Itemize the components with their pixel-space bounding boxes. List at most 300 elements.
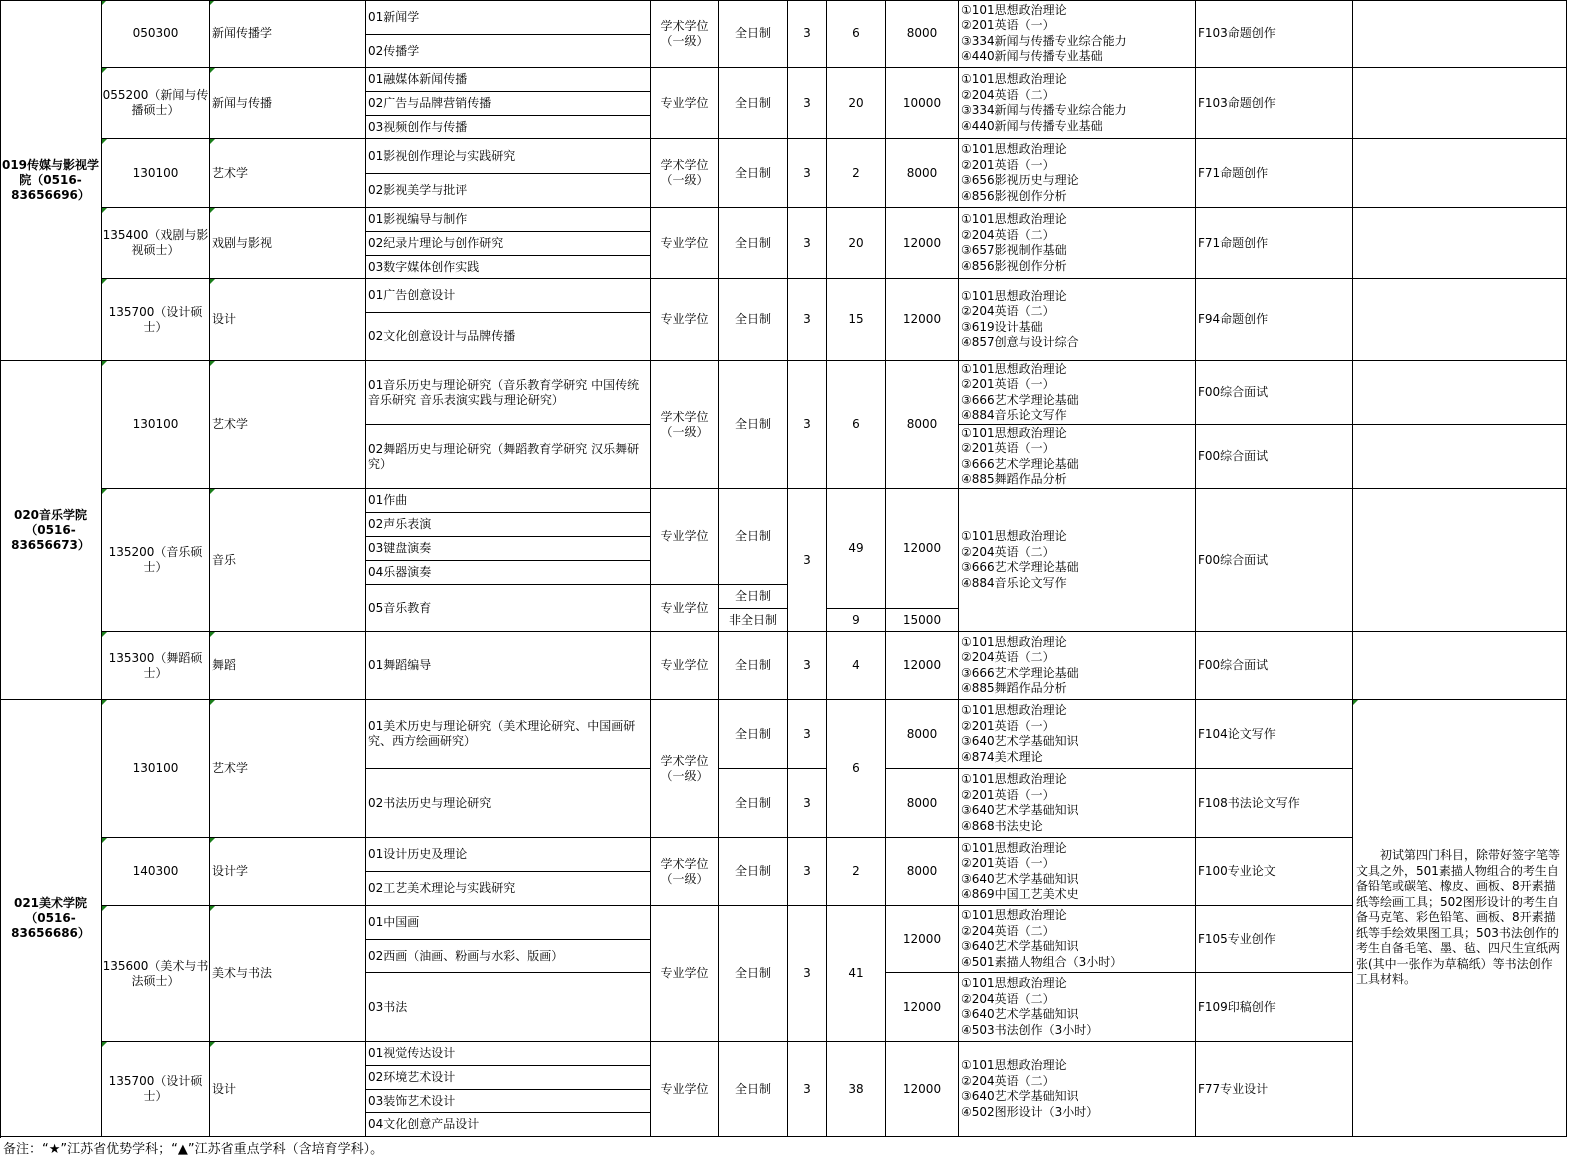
exam-subject: ②204英语（二） — [961, 991, 1055, 1006]
research-direction — [366, 872, 651, 906]
program-name — [210, 906, 366, 1042]
remark-cell — [1353, 279, 1567, 361]
tuition-fee — [886, 906, 959, 973]
research-direction — [366, 279, 651, 313]
enrollment-quota — [827, 68, 886, 139]
program-name-text: 艺术学 — [212, 165, 249, 180]
retest-subject — [1196, 139, 1353, 208]
research-direction-text: 05音乐教育 — [368, 600, 432, 615]
degree-type-text: 专业学位 — [660, 529, 709, 543]
enrollment-quota — [827, 906, 886, 1042]
exam-subjects — [959, 1042, 1196, 1137]
study-mode — [719, 838, 788, 906]
degree-type — [651, 838, 719, 906]
research-direction — [366, 769, 651, 838]
program-code-text: 135600（美术与书法硕士） — [102, 958, 209, 988]
study-years — [788, 139, 827, 208]
study-years-text: 3 — [803, 95, 811, 110]
study-mode — [719, 609, 788, 632]
research-direction — [366, 139, 651, 174]
degree-type-text: 专业学位 — [660, 312, 709, 326]
exam-subject: ③666艺术学理论基础 — [961, 665, 1079, 680]
retest-subject-text: F71命题创作 — [1198, 165, 1269, 180]
degree-type-text: 学术学位（一级） — [660, 753, 709, 783]
program-code-text: 135400（戏剧与影视硕士） — [102, 228, 209, 257]
research-direction-text: 01舞蹈编导 — [368, 658, 432, 672]
tuition-fee-text: 12000 — [902, 541, 942, 555]
study-mode-text: 全日制 — [734, 235, 771, 250]
degree-type — [651, 1042, 719, 1137]
research-direction-text: 02广告与品牌营销传播 — [368, 96, 492, 110]
study-mode-text: 全日制 — [734, 658, 771, 672]
research-direction — [366, 489, 651, 513]
program-code-text: 130100 — [132, 417, 179, 431]
enrollment-quota-text: 2 — [852, 165, 860, 180]
exam-subject: ①101思想政治理论 — [961, 976, 1067, 990]
remark-cell — [1353, 139, 1567, 208]
tuition-fee-text: 8000 — [906, 165, 938, 180]
degree-type — [651, 68, 719, 139]
program-name — [210, 208, 366, 279]
retest-subject-text: F104论文写作 — [1198, 726, 1276, 741]
study-years — [788, 838, 827, 906]
tuition-fee — [886, 838, 959, 906]
remark-cell — [1353, 425, 1567, 489]
research-direction — [366, 513, 651, 537]
program-code — [102, 1042, 210, 1137]
remark-art-text: 初试第四门科目，除带好签字笔等文具之外，501素描人物组合的考生自备铅笔或碳笔、橡皮、画板、8开素描纸等绘画工具；502图形设计的考生自备马克笔、彩色铅笔、画板、8开素描纸等手绘效果图工具；503书法创作的考生自备毛笔、墨、毡、四尺生宣纸两张(其中一张作为草稿纸）等书法创作工具材料。 — [1356, 848, 1561, 987]
research-direction — [366, 256, 651, 279]
program-code — [102, 906, 210, 1042]
research-direction-text: 03数字媒体创作实践 — [368, 259, 480, 274]
research-direction-text: 02文化创意设计与品牌传播 — [368, 329, 516, 343]
retest-subject — [1196, 425, 1353, 489]
tuition-fee — [886, 489, 959, 609]
exam-subject: ③666艺术学理论基础 — [961, 560, 1079, 574]
degree-type-text: 专业学位 — [660, 1081, 709, 1096]
college-019-text: 019传媒与影视学院（0516-83656696） — [1, 157, 100, 202]
research-direction-text: 01影视编导与制作 — [368, 212, 468, 226]
retest-subject-text: F00综合面试 — [1198, 449, 1269, 463]
degree-type — [651, 208, 719, 279]
degree-type-text: 学术学位（一级） — [660, 409, 709, 439]
remark-cell — [1353, 361, 1567, 425]
exam-subject: ②204英语（二） — [961, 87, 1055, 102]
exam-subject: ③640艺术学基础知识 — [961, 803, 1079, 817]
research-direction — [366, 92, 651, 116]
study-mode — [719, 700, 788, 769]
program-name — [210, 361, 366, 489]
program-name — [210, 279, 366, 361]
study-years-text: 3 — [803, 864, 811, 878]
retest-subject-text: F105专业创作 — [1198, 931, 1276, 946]
study-years-text: 3 — [803, 26, 811, 40]
study-years-text: 3 — [803, 966, 811, 980]
program-code — [102, 139, 210, 208]
exam-subject: ③640艺术学基础知识 — [961, 734, 1079, 748]
study-mode-text: 全日制 — [734, 312, 771, 326]
research-direction-text: 02舞蹈历史与理论研究（舞蹈教育学研究 汉乐舞研究） — [368, 441, 640, 471]
program-code-text: 130100 — [132, 165, 179, 180]
research-direction-text: 01新闻学 — [368, 9, 420, 24]
study-mode — [719, 208, 788, 279]
study-years — [788, 1042, 827, 1137]
college-020 — [0, 361, 102, 700]
enrollment-quota-text: 20 — [848, 235, 864, 250]
research-direction — [366, 973, 651, 1042]
research-direction — [366, 537, 651, 561]
college-021 — [0, 700, 102, 1137]
tuition-fee-text: 12000 — [902, 1081, 942, 1096]
research-direction-text: 02环境艺术设计 — [368, 1070, 456, 1084]
program-name-text: 设计 — [212, 1081, 237, 1096]
exam-subjects — [959, 906, 1196, 973]
exam-subjects — [959, 208, 1196, 279]
program-name — [210, 700, 366, 838]
program-code — [102, 489, 210, 632]
research-direction-text: 02声乐表演 — [368, 517, 432, 531]
tuition-fee — [886, 769, 959, 838]
study-mode-text: 全日制 — [734, 95, 771, 110]
program-code-text: 130100 — [132, 761, 179, 775]
research-direction — [366, 35, 651, 68]
degree-type — [651, 489, 719, 585]
enrollment-quota-text: 38 — [848, 1081, 864, 1096]
exam-subject: ③640艺术学基础知识 — [961, 871, 1079, 886]
exam-subject: ②204英语（二） — [961, 544, 1055, 559]
exam-subject: ④501素描人物组合（3小时） — [961, 954, 1123, 969]
program-code-text: 135700（设计硕士） — [108, 1074, 203, 1103]
study-years — [788, 489, 827, 632]
research-direction-text: 01影视创作理论与实践研究 — [368, 148, 516, 163]
enrollment-quota-text: 6 — [852, 417, 860, 431]
study-years-text: 3 — [803, 235, 811, 250]
exam-subjects — [959, 68, 1196, 139]
study-years — [788, 632, 827, 700]
research-direction — [366, 174, 651, 208]
exam-subject: ④884音乐论文写作 — [961, 408, 1067, 422]
degree-type-text: 专业学位 — [660, 95, 709, 110]
program-name — [210, 0, 366, 68]
enrollment-quota-text: 15 — [848, 312, 864, 326]
exam-subject: ④857创意与设计综合 — [961, 335, 1079, 349]
exam-subject: ①101思想政治理论 — [961, 425, 1067, 440]
exam-subject: ③657影视制作基础 — [961, 243, 1067, 257]
study-mode — [719, 585, 788, 609]
exam-subject: ④884音乐论文写作 — [961, 575, 1067, 590]
exam-subject: ②204英语（二） — [961, 1073, 1055, 1088]
enrollment-quota — [827, 700, 886, 838]
research-direction — [366, 1066, 651, 1090]
tuition-fee — [886, 1042, 959, 1137]
exam-subject: ①101思想政治理论 — [961, 361, 1067, 376]
program-name-text: 艺术学 — [212, 417, 249, 431]
study-years — [788, 906, 827, 1042]
program-name-text: 设计学 — [212, 864, 249, 878]
enrollment-quota-text: 4 — [852, 658, 860, 672]
tuition-fee — [886, 0, 959, 68]
exam-subjects — [959, 279, 1196, 361]
exam-subject: ④874美术理论 — [961, 749, 1043, 764]
enrollment-quota-text: 20 — [848, 95, 864, 110]
retest-subject — [1196, 769, 1353, 838]
research-direction — [366, 361, 651, 425]
program-name-text: 音乐 — [212, 552, 237, 567]
study-mode — [719, 361, 788, 489]
study-mode — [719, 279, 788, 361]
study-mode — [719, 68, 788, 139]
exam-subjects — [959, 139, 1196, 208]
program-name-text: 艺术学 — [212, 761, 249, 775]
enrollment-quota — [827, 0, 886, 68]
exam-subject: ③656影视历史与理论 — [961, 173, 1079, 187]
tuition-fee-text: 12000 — [902, 931, 942, 946]
exam-subject: ③619设计基础 — [961, 319, 1043, 334]
research-direction-text: 01音乐历史与理论研究（音乐教育学研究 中国传统音乐研究 音乐表演实践与理论研究） — [368, 377, 640, 407]
tuition-fee-text: 8000 — [906, 795, 938, 810]
tuition-fee — [886, 973, 959, 1042]
exam-subjects — [959, 769, 1196, 838]
remark-cell — [1353, 489, 1567, 632]
study-years — [788, 0, 827, 68]
retest-subject — [1196, 279, 1353, 361]
study-mode — [719, 1042, 788, 1137]
retest-subject-text: F103命题创作 — [1198, 26, 1276, 40]
program-code — [102, 838, 210, 906]
exam-subject: ②201英语（一） — [961, 787, 1055, 802]
table-border-left — [0, 0, 1, 1138]
exam-subject: ①101思想政治理论 — [961, 529, 1067, 543]
remark-art — [1353, 700, 1567, 1137]
research-direction — [366, 561, 651, 585]
footnote: 备注：“★”江苏省优势学科；“▲”江苏省重点学科（含培育学科）。 — [3, 1142, 384, 1157]
enrollment-quota-text: 9 — [852, 612, 860, 627]
research-direction-text: 01视觉传达设计 — [368, 1046, 456, 1060]
program-code-text: 050300 — [132, 26, 179, 40]
tuition-fee-text: 10000 — [902, 95, 942, 110]
retest-subject — [1196, 0, 1353, 68]
tuition-fee-text: 8000 — [906, 26, 938, 40]
study-years-text: 3 — [803, 1081, 811, 1096]
retest-subject — [1196, 208, 1353, 279]
retest-subject-text: F94命题创作 — [1198, 312, 1269, 326]
exam-subject: ①101思想政治理论 — [961, 2, 1067, 17]
study-mode-text: 全日制 — [734, 795, 771, 810]
exam-subject: ③334新闻与传播专业综合能力 — [961, 33, 1127, 48]
research-direction — [366, 425, 651, 489]
program-name — [210, 68, 366, 139]
enrollment-quota-text: 6 — [852, 761, 860, 775]
remark-cell — [1353, 68, 1567, 139]
degree-type — [651, 906, 719, 1042]
tuition-fee — [886, 139, 959, 208]
research-direction-text: 01作曲 — [368, 493, 408, 507]
exam-subject: ②201英语（一） — [961, 441, 1055, 455]
program-code — [102, 208, 210, 279]
research-direction — [366, 700, 651, 769]
study-years-text: 3 — [803, 726, 811, 741]
tuition-fee — [886, 68, 959, 139]
exam-subject: ③640艺术学基础知识 — [961, 939, 1079, 953]
degree-type — [651, 585, 719, 632]
enrollment-quota-text: 49 — [848, 541, 864, 555]
research-direction — [366, 116, 651, 139]
study-mode-text: 全日制 — [734, 529, 771, 543]
exam-subject: ④502图形设计（3小时） — [961, 1104, 1099, 1119]
retest-subject — [1196, 838, 1353, 906]
degree-type — [651, 361, 719, 489]
exam-subject: ①101思想政治理论 — [961, 72, 1067, 86]
exam-subject: ③334新闻与传播专业综合能力 — [961, 103, 1127, 117]
tuition-fee-text: 12000 — [902, 312, 942, 326]
tuition-fee-text: 12000 — [902, 235, 942, 250]
tuition-fee-text: 12000 — [902, 999, 942, 1014]
retest-subject — [1196, 489, 1353, 632]
research-direction — [366, 906, 651, 940]
retest-subject — [1196, 68, 1353, 139]
exam-subject: ①101思想政治理论 — [961, 212, 1067, 226]
enrollment-quota — [827, 489, 886, 609]
program-code — [102, 0, 210, 68]
retest-subject-text: F77专业设计 — [1198, 1081, 1269, 1096]
enrollment-quota — [827, 139, 886, 208]
program-name — [210, 489, 366, 632]
study-years — [788, 361, 827, 489]
study-mode — [719, 769, 788, 838]
enrollment-quota — [827, 838, 886, 906]
program-code-text: 135700（设计硕士） — [108, 304, 203, 334]
retest-subject-text: F00综合面试 — [1198, 385, 1269, 399]
program-code — [102, 68, 210, 139]
research-direction-text: 01融媒体新闻传播 — [368, 72, 468, 86]
degree-type — [651, 632, 719, 700]
enrollment-quota-text: 2 — [852, 864, 860, 878]
research-direction — [366, 1090, 651, 1113]
research-direction — [366, 68, 651, 92]
enrollment-quota-text: 41 — [848, 966, 864, 980]
exam-subject: ④885舞蹈作品分析 — [961, 681, 1067, 695]
exam-subject: ④856影视创作分析 — [961, 258, 1067, 273]
tuition-fee-text: 15000 — [902, 612, 942, 627]
exam-subject: ②201英语（一） — [961, 157, 1055, 172]
research-direction-text: 02西画（油画、粉画与水彩、版画） — [368, 948, 564, 963]
study-years — [788, 68, 827, 139]
program-code-text: 055200（新闻与传播硕士） — [102, 88, 209, 117]
retest-subject-text: F100专业论文 — [1198, 864, 1276, 878]
degree-type-text: 学术学位（一级） — [660, 158, 709, 187]
research-direction — [366, 632, 651, 700]
study-years-text: 3 — [803, 658, 811, 672]
exam-subject: ④856影视创作分析 — [961, 188, 1067, 203]
program-name — [210, 139, 366, 208]
exam-subject: ②204英语（二） — [961, 650, 1055, 664]
research-direction-text: 01广告创意设计 — [368, 288, 456, 302]
program-name-text: 设计 — [212, 312, 237, 326]
program-code — [102, 700, 210, 838]
exam-subjects — [959, 973, 1196, 1042]
exam-subject: ③640艺术学基础知识 — [961, 1007, 1079, 1021]
exam-subject: ③640艺术学基础知识 — [961, 1089, 1079, 1103]
exam-subjects — [959, 632, 1196, 700]
exam-subject: ②204英语（二） — [961, 227, 1055, 242]
research-direction-text: 01中国画 — [368, 915, 420, 929]
exam-subjects — [959, 838, 1196, 906]
program-code — [102, 279, 210, 361]
research-direction-text: 02传播学 — [368, 43, 420, 58]
retest-subject — [1196, 973, 1353, 1042]
study-years-text: 3 — [803, 312, 811, 326]
exam-subjects — [959, 700, 1196, 769]
college-020-text: 020音乐学院（0516-83656673） — [11, 507, 90, 552]
research-direction-text: 02影视美学与批评 — [368, 183, 468, 197]
exam-subject: ①101思想政治理论 — [961, 634, 1067, 649]
degree-type-text: 学术学位（一级） — [660, 18, 709, 48]
remark-cell — [1353, 632, 1567, 700]
degree-type — [651, 700, 719, 838]
study-mode — [719, 906, 788, 1042]
exam-subject: ①101思想政治理论 — [961, 703, 1067, 717]
degree-type — [651, 279, 719, 361]
exam-subject: ③666艺术学理论基础 — [961, 456, 1079, 471]
exam-subject: ②204英语（二） — [961, 304, 1055, 318]
retest-subject — [1196, 1042, 1353, 1137]
program-code-text: 135300（舞蹈硕士） — [108, 650, 203, 680]
research-direction-text: 03书法 — [368, 999, 408, 1014]
study-mode — [719, 0, 788, 68]
research-direction — [366, 838, 651, 872]
research-direction — [366, 585, 651, 632]
tuition-fee-text: 12000 — [902, 658, 942, 672]
research-direction — [366, 208, 651, 232]
enrollment-quota — [827, 208, 886, 279]
tuition-fee-text: 8000 — [906, 726, 938, 741]
program-code-text: 140300 — [132, 864, 179, 878]
exam-subject: ②204英语（二） — [961, 923, 1055, 938]
exam-subject: ②201英语（一） — [961, 856, 1055, 870]
research-direction-text: 01美术历史与理论研究（美术理论研究、中国画研究、西方绘画研究） — [368, 719, 636, 748]
degree-type — [651, 139, 719, 208]
exam-subjects — [959, 425, 1196, 489]
tuition-fee — [886, 279, 959, 361]
retest-subject-text: F00综合面试 — [1198, 552, 1269, 567]
tuition-fee — [886, 361, 959, 489]
enrollment-quota — [827, 609, 886, 632]
exam-subjects — [959, 0, 1196, 68]
tuition-fee — [886, 208, 959, 279]
program-name — [210, 632, 366, 700]
program-code — [102, 632, 210, 700]
degree-type-text: 专业学位 — [660, 966, 709, 980]
program-code — [102, 361, 210, 489]
research-direction — [366, 0, 651, 35]
retest-subject-text: F103命题创作 — [1198, 95, 1276, 110]
tuition-fee-text: 8000 — [906, 417, 938, 431]
exam-subject: ④869中国工艺美术史 — [961, 887, 1079, 901]
exam-subject: ②201英语（一） — [961, 377, 1055, 391]
program-name-text: 美术与书法 — [212, 966, 273, 980]
exam-subjects — [959, 361, 1196, 425]
study-years-text: 3 — [803, 165, 811, 180]
exam-subject: ①101思想政治理论 — [961, 840, 1067, 855]
study-mode — [719, 139, 788, 208]
retest-subject — [1196, 700, 1353, 769]
research-direction — [366, 313, 651, 361]
retest-subject-text: F109印稿创作 — [1198, 999, 1276, 1014]
retest-subject-text: F108书法论文写作 — [1198, 795, 1300, 810]
study-mode-text: 全日制 — [734, 165, 771, 180]
program-name-text: 戏剧与影视 — [212, 235, 273, 250]
research-direction-text: 03装饰艺术设计 — [368, 1093, 456, 1108]
